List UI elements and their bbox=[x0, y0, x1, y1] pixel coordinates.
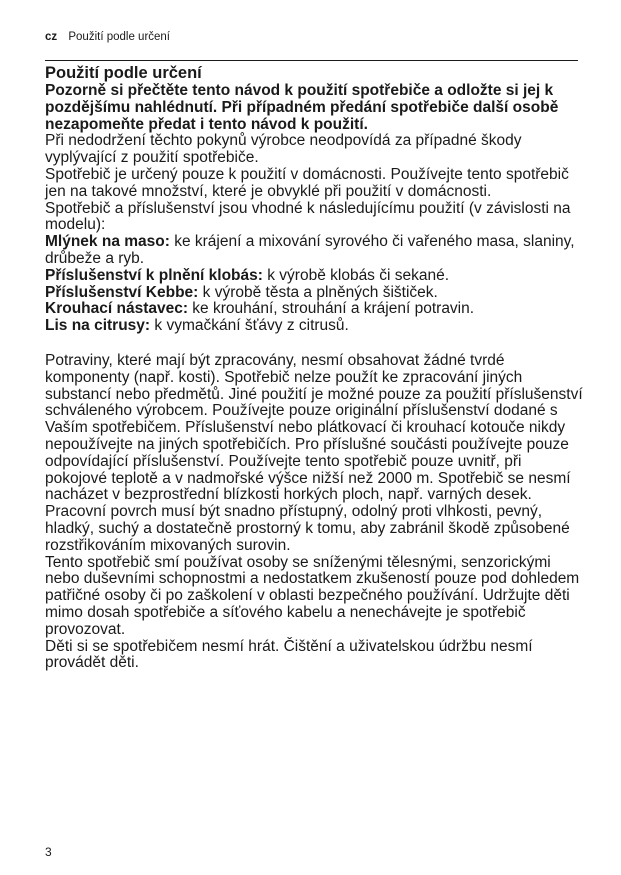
use-term: Příslušenství k plnění klobás: bbox=[45, 266, 263, 284]
use-item-sausage-filler bbox=[45, 268, 585, 285]
paragraph: Spotřebič a příslušenství jsou vhodné k následujícímu použití (v závislosti na modelu): bbox=[45, 199, 571, 234]
language-code: cz bbox=[45, 31, 58, 43]
use-term: Mlýnek na maso: bbox=[45, 233, 170, 251]
use-description: k vymačkání šťávy z citrusů. bbox=[150, 317, 349, 335]
use-term: Lis na citrusy: bbox=[45, 317, 151, 335]
paragraph: Potraviny, které mají být zpracovány, nesmí obsahovat žádné tvrdé komponenty (např. kosti). Spotřebič nelze použít ke zpracování jiných substancí nebo předmětů. Jiné použití je možné pouze za použití příslušenství schváleného výrobcem. Používejte pouze originální příslušenství dodané s Vaším spotřebičem. Příslušenství nebo plátkovací či krouhací kotouče nikdy nepoužívejte na jiných spotřebičích. Pro příslušné součásti používejte pouze odpovídající příslušenství. Používejte tento spotřebič pouze uvnitř, při pokojové teplotě a v nadmořské výšce nižší než 2000 m. Spotřebič se nesmí nacházet v bezprostřední blízkosti horkých ploch, např. varných desek. bbox=[45, 351, 583, 504]
use-term: Příslušenství Kebbe: bbox=[45, 283, 199, 301]
page-content bbox=[45, 64, 585, 672]
use-item-meat-grinder bbox=[45, 234, 585, 268]
use-item-kebbe bbox=[45, 285, 585, 302]
spacer bbox=[45, 335, 585, 353]
use-description: k výrobě klobás či sekané. bbox=[262, 266, 450, 284]
running-header bbox=[45, 31, 170, 43]
paragraph: Děti si se spotřebičem nesmí hrát. Čištění a uživatelskou údržbu nesmí provádět děti. bbox=[45, 637, 533, 672]
paragraph: Při nedodržení těchto pokynů výrobce neodpovídá za případné škody vyplývající z použití spotřebiče. bbox=[45, 132, 522, 167]
use-term: Krouhací nástavec: bbox=[45, 300, 188, 318]
page-title: Použití podle určení bbox=[45, 64, 202, 82]
warning-paragraph: Pozorně si přečtěte tento návod k použití spotřebiče a odložte si jej k pozdějšímu nahlédnutí. Při případném předání spotřebiče další osobě nezapomeňte předat i tento návod k použití. bbox=[45, 82, 559, 133]
header-divider bbox=[45, 60, 578, 61]
header-section-title: Použití podle určení bbox=[68, 31, 171, 43]
use-item-shredder bbox=[45, 301, 585, 318]
use-description: ke krouhání, strouhání a krájení potravin. bbox=[188, 300, 475, 318]
use-description: ke krájení a mixování syrového či vařeného masa, slaniny, drůbeže a ryb. bbox=[45, 233, 575, 267]
paragraph: Tento spotřebič smí používat osoby se sníženými tělesnými, senzorickými nebo duševními schopnostmi a nedostatkem zkušeností pouze pod dohledem patřičné osoby či po zaškolení v oblasti bezpečného používání. Udržujte děti mimo dosah spotřebiče a síťového kabelu a nenechávejte je spotřebič provozovat. bbox=[45, 553, 580, 638]
page-number: 3 bbox=[45, 845, 52, 859]
paragraph: Pracovní povrch musí být snadno přístupný, odolný proti vlhkosti, pevný, hladký, suchý a dostatečně prostorný k tomu, aby zabránil škodě způsobené rozstřikováním mixovaných surovin. bbox=[45, 503, 570, 554]
paragraph: Spotřebič je určený pouze k použití v domácnosti. Používejte tento spotřebič jen na takové množství, které je obvyklé při použití v domácnosti. bbox=[45, 165, 569, 200]
use-description: k výrobě těsta a plněných šištiček. bbox=[198, 283, 438, 301]
use-item-citrus-press bbox=[45, 318, 585, 335]
